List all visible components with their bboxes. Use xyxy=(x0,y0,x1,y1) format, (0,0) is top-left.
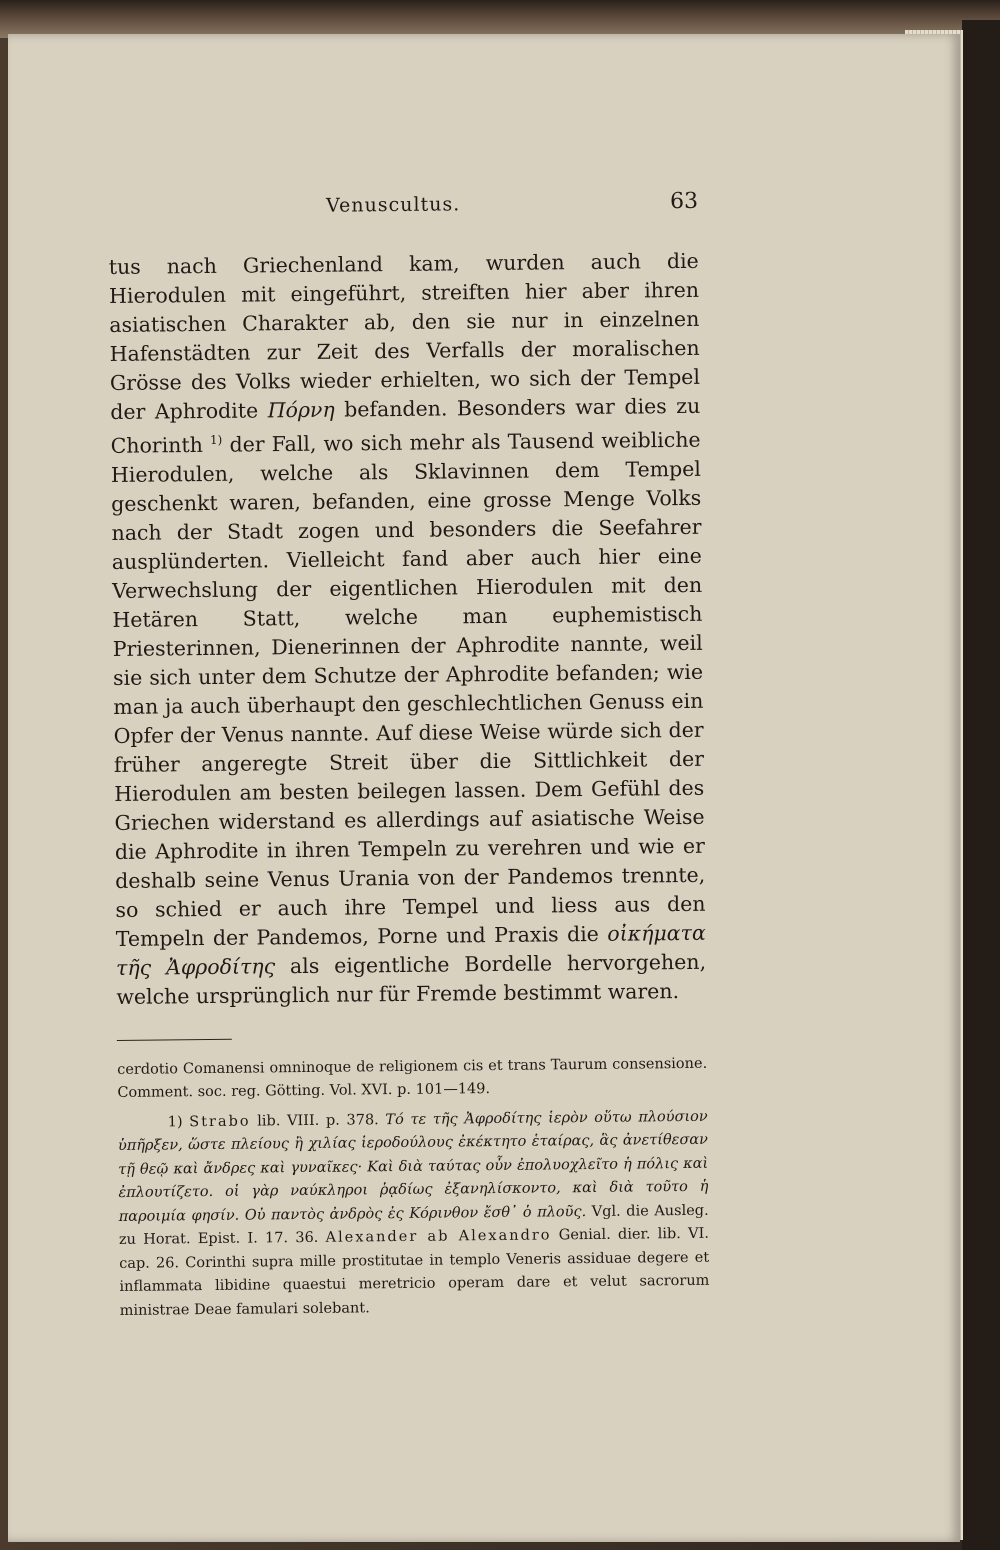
book-top-edge xyxy=(0,0,1000,38)
text-run: der Fall, wo sich mehr als Tausend weibliche Hierodulen, welche als Sklavinnen dem Tempel geschenkt waren, befanden, eine grosse Menge Volks nach der Stadt zogen und besonders die Seefahrer ausplünderten. Vielleicht fand aber auch hier eine Verwechslung der eigentlichen Hierodulen mit den Hetären Statt, welche man euphemistisch Priesterinnen, Dienerinnen der Aphrodite nannte, weil sie sich unter dem Schutze der Aphrodite befanden; wie man ja auch überhaupt den geschlechtlichen Genuss ein Opfer der Venus nannte. Auf diese Weise würde sich der früher angeregte Streit über die Sittlichkeit der Hierodulen am besten beilegen lassen. Dem Gefühl des Griechen widerstand es allerdings auf asiatische Weise die Aphrodite in ihren Tempeln zu verehren und wie er deshalb seine Venus Urania von der Pandemos trennte, so schied er auch ihre Tempel und liess aus den Tempeln der Pandemos, Porne und Praxis die xyxy=(110,427,706,951)
footnote-rule xyxy=(117,1039,232,1041)
footnote-text: Genial. dier. lib. VI. cap. 26. Corinthi supra mille prostitutae in templo Veneris assiduae degere et inflammata libidine quaestui meretricio operam dare et velut sacrorum ministrae Deae famulari solebant. xyxy=(119,1226,710,1319)
footnote-label: 1) xyxy=(167,1114,183,1131)
text-run: befanden. Besonders war dies zu Chorinth xyxy=(110,393,701,458)
footnote-greek-quote: Τό τε τῆς Ἀφροδίτης ἱερὸν οὕτω πλούσιον ὑπῆρξεν, ὥστε πλείους ἢ χιλίας ἱεροδούλους ἐκέκτητο ἑταίρας, ἃς ἀνετίθεσαν τῇ θεῷ καὶ ἄνδρες καὶ γυναῖκες· Καὶ διὰ ταύτας οὖν ἐπολυοχλεῖτο ἡ πόλις καὶ ἐπλουτίζετο. οἱ γὰρ ναύκληροι ῥᾳδίως ἐξανηλίσκοντο, καὶ διὰ τοῦτο ἡ παροιμία φησίν. Οὐ παντὸς ἀνδρὸς ἐς Κόρινθον ἔσθ᾽ ὁ πλοῦς. xyxy=(117,1108,709,1225)
footnote-reference: 1) xyxy=(209,432,223,447)
page-number: 63 xyxy=(669,188,699,215)
greek-term-oikemata: οἰκήματα τῆς Ἀφροδίτης xyxy=(115,920,706,980)
text-run: als eigentliche Bordelle hervorgehen, welche ursprünglich nur für Fremde bestimmt waren. xyxy=(116,949,707,1009)
footnote-text: Vgl. die Ausleg. zu Horat. Epist. I. 17. 36. xyxy=(118,1202,709,1249)
footnote-author: Strabo xyxy=(189,1113,251,1131)
running-title: Venuscultus. xyxy=(326,193,461,217)
book-binding xyxy=(962,20,1000,1550)
body-text xyxy=(109,247,707,1012)
greek-term-porne: Πόρνη xyxy=(267,397,335,423)
page-content xyxy=(108,189,710,1323)
footnotes xyxy=(117,1053,710,1324)
footnote-1 xyxy=(118,1106,710,1324)
footnote-author-2: Alexander ab Alexandro xyxy=(325,1227,552,1247)
paragraph xyxy=(109,247,707,1012)
footnote-continued: cerdotio Comanensi omninoque de religionem cis et trans Taurum consensione. Comment. soc. reg. Götting. Vol. XVI. p. 101—149. xyxy=(117,1055,708,1102)
footnote-reference-text: lib. VIII. p. 378. xyxy=(250,1111,386,1130)
running-head xyxy=(108,189,698,235)
text-run: tus nach Griechenland kam, wurden auch die Hierodulen mit eingeführt, streiften hier aber ihren asiatischen Charakter ab, den sie nur in einzelnen Hafenstädten zur Zeit des Verfalls der moralischen Grösse des Volks wieder erhielten, wo sich der Tempel der Aphrodite xyxy=(108,248,701,424)
